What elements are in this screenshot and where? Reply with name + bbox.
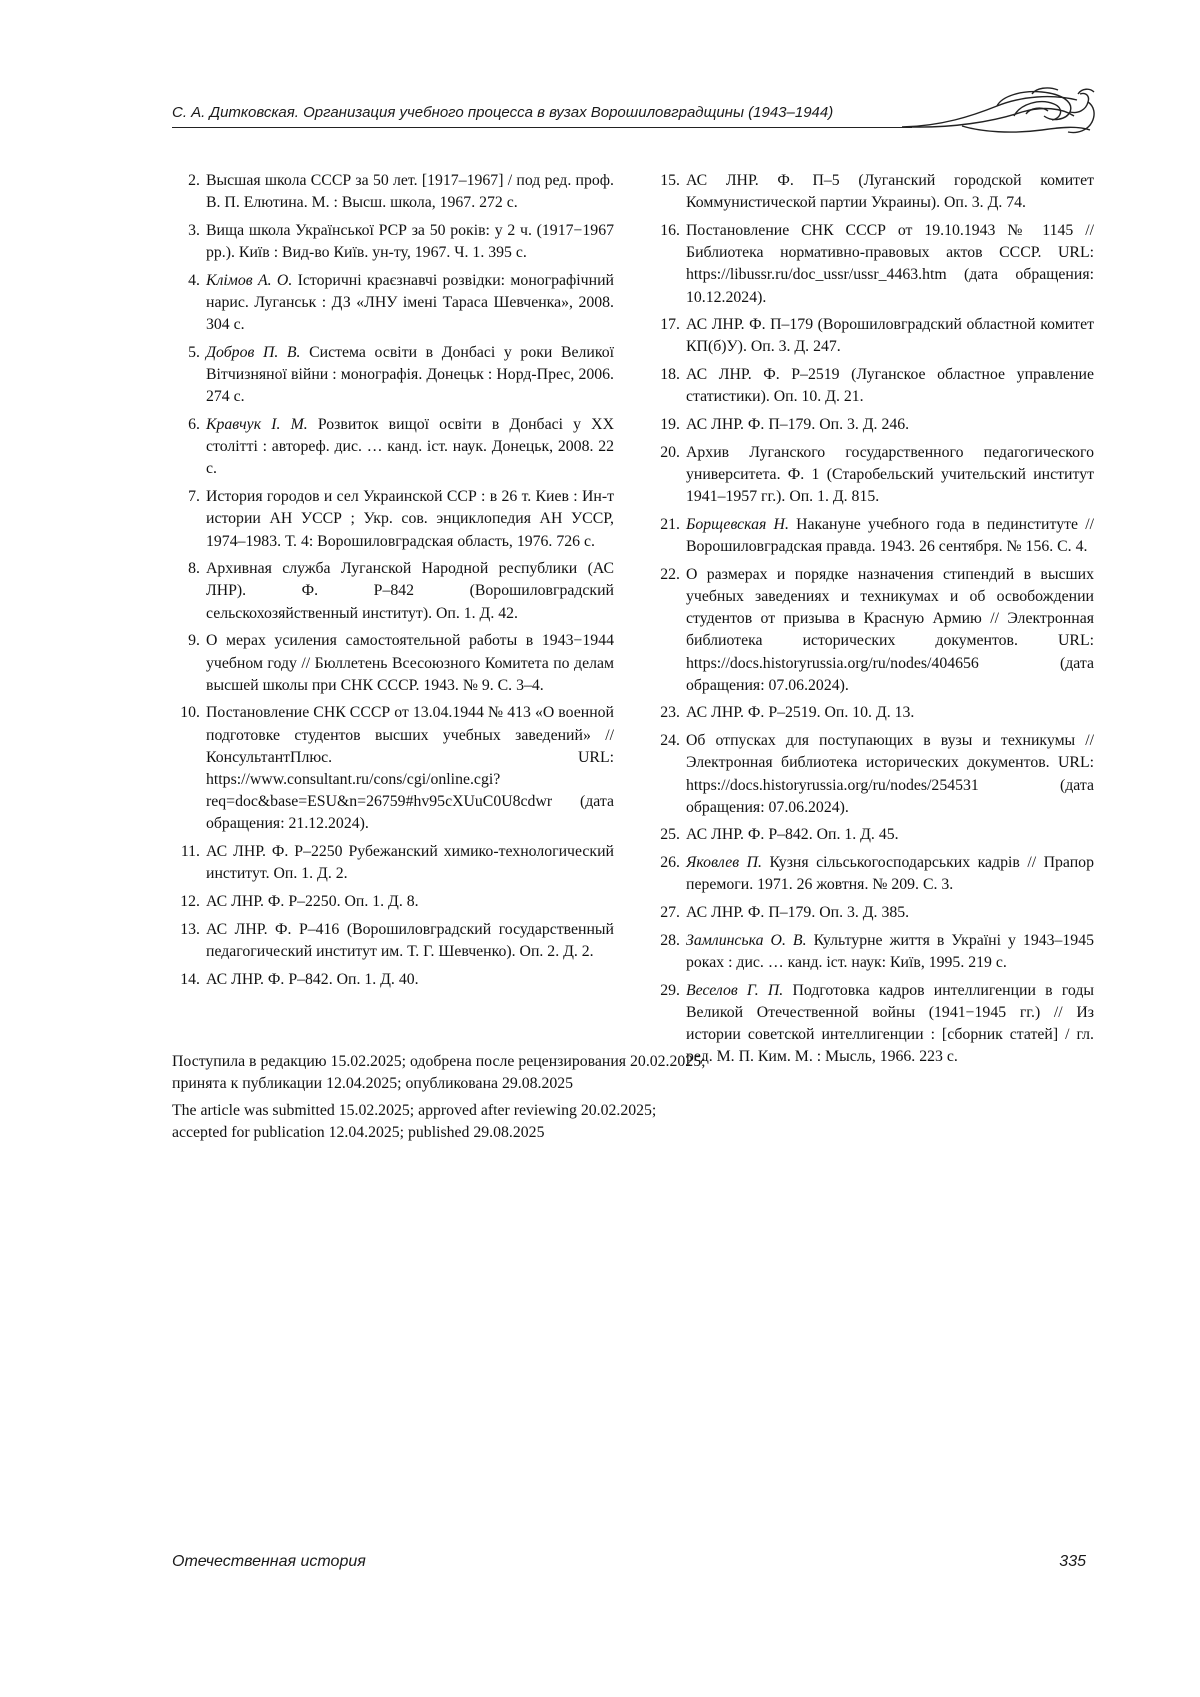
reference-item — [652, 730, 1094, 819]
reference-item — [172, 486, 614, 553]
reference-number: 5. — [188, 343, 200, 361]
reference-author: Веселов Г. П. — [686, 981, 784, 999]
reference-number: 3. — [188, 221, 200, 239]
reference-item — [172, 919, 614, 963]
reference-item — [652, 314, 1094, 358]
reference-text: АС ЛНР. Ф. Р–416 (Ворошиловградский государственный педагогический институт им. Т. Г. Шевченко). Оп. 2. Д. 2. — [206, 920, 614, 960]
reference-text: АС ЛНР. Ф. П–179 (Ворошиловградский областной комитет КП(б)У). Оп. 3. Д. 247. — [686, 316, 1094, 356]
reference-item — [172, 414, 614, 481]
reference-text: АС ЛНР. Ф. П–5 (Луганский городской комитет Коммунистической партии Украины). Оп. 3. Д. 74. — [686, 172, 1094, 212]
reference-text: Розвиток вищої освіти в Донбасі у ХХ столітті : автореф. дис. … канд. іст. наук. Донецьк, 2008. 22 с. — [206, 416, 614, 478]
reference-number: 27. — [660, 904, 680, 922]
reference-number: 29. — [660, 981, 680, 999]
reference-author: Яковлев П. — [686, 854, 762, 872]
page-number: 335 — [1059, 1553, 1086, 1570]
reference-number: 20. — [660, 443, 680, 461]
reference-text: Кузня сільськогосподарських кадрів // Прапор перемоги. 1971. 26 жовтня. № 209. С. 3. — [686, 854, 1094, 894]
reference-item — [172, 969, 614, 991]
reference-number: 2. — [188, 172, 200, 189]
reference-text: Высшая школа СССР за 50 лет. [1917–1967] / под ред. проф. В. П. Елютина. М. : Высш. школа, 1967. 272 с. — [206, 172, 614, 212]
reference-number: 16. — [660, 221, 680, 239]
reference-text: Об отпусках для поступающих в вузы и техникумы // Электронная библиотека исторических документов. URL: https://docs.historyrussia.org/ru/nodes/254531 (дата обращения: 07.06.2024). — [686, 732, 1094, 816]
reference-text: АС ЛНР. Ф. Р–2519 (Луганское областное управление статистики). Оп. 10. Д. 21. — [686, 366, 1094, 406]
submission-ru-line2: принята к публикации 12.04.2025; опубликована 29.08.2025 — [172, 1075, 574, 1092]
reference-item — [172, 170, 614, 214]
reference-number: 24. — [660, 732, 680, 750]
reference-item — [172, 891, 614, 913]
reference-text: Система освіти в Донбасі у роки Великої Вітчизняної війни : монографія. Донецьк : Норд-Прес, 2006. 274 с. — [206, 343, 614, 406]
reference-text: Історичні краєзнавчі розвідки: монографічний нарис. Луганськ : ДЗ «ЛНУ імені Тараса Шевченка», 2008. 304 с. — [206, 271, 614, 334]
reference-author: Добров П. В. — [206, 343, 301, 361]
reference-author: Клімов А. О. — [206, 271, 293, 289]
page-footer — [172, 1553, 1086, 1577]
running-header — [172, 100, 1092, 140]
reference-text: О мерах усиления самостоятельной работы в 1943−1944 учебном году // Бюллетень Всесоюзного Комитета по делам высшей школы при СНК СССР. 1943. № 9. С. 3–4. — [206, 632, 614, 694]
reference-text: АС ЛНР. Ф. Р–842. Оп. 1. Д. 45. — [686, 826, 899, 844]
reference-item — [652, 702, 1094, 724]
reference-text: Подготовка кадров интеллигенции в годы Великой Отечественной войны (1941−1945 гг.) // Из истории советской интеллигенции : [сборник статей] / гл. ред. М. П. Ким. М. : Мысль, 1966. 223 с. — [686, 981, 1094, 1066]
reference-number: 4. — [188, 271, 200, 289]
reference-text: Вища школа Української РСР за 50 років: у 2 ч. (1917−1967 рр.). Київ : Вид-во Київ. ун-ту, 1967. Ч. 1. 395 с. — [206, 221, 614, 262]
reference-number: 7. — [188, 488, 200, 506]
reference-item — [652, 852, 1094, 896]
reference-number: 14. — [180, 970, 200, 988]
reference-number: 10. — [180, 704, 200, 722]
reference-number: 15. — [660, 172, 680, 189]
reference-text: Архивная служба Луганской Народной республики (АС ЛНР). Ф. Р–842 (Ворошиловградский сельскохозяйственный институт). Оп. 1. Д. 42. — [206, 560, 614, 622]
submission-ru-line1: Поступила в редакцию 15.02.2025; одобрена после рецензирования 20.02.2025; — [172, 1053, 706, 1070]
reference-number: 13. — [180, 920, 200, 938]
reference-number: 23. — [660, 704, 680, 722]
reference-item — [652, 930, 1094, 974]
reference-item — [172, 558, 614, 625]
running-title: С. А. Дитковская. Организация учебного процесса в вузах Ворошиловградщины (1943–1944) — [172, 104, 834, 121]
reference-text: Постановление СНК СССР от 19.10.1943 № 1145 // Библиотека нормативно-правовых актов СССР. URL: https://libussr.ru/doc_ussr/ussr_4463.htm (дата обращения: 10.12.2024). — [686, 221, 1094, 306]
reference-text: АС ЛНР. Ф. Р–2519. Оп. 10. Д. 13. — [686, 704, 915, 722]
reference-number: 18. — [660, 366, 680, 384]
reference-number: 9. — [188, 632, 200, 650]
reference-item — [652, 564, 1094, 697]
reference-author: Замлинська О. В. — [686, 931, 807, 949]
reference-item — [172, 841, 614, 885]
submission-en-line1: The article was submitted 15.02.2025; approved after reviewing 20.02.2025; — [172, 1102, 657, 1119]
reference-item — [652, 824, 1094, 846]
reference-number: 12. — [180, 893, 200, 911]
reference-text: История городов и сел Украинской ССР : в 26 т. Киев : Ин-т истории АН УССР ; Укр. сов. энциклопедия АН УССР, 1974–1983. Т. 4: Ворошиловградская область, 1976. 726 с. — [206, 488, 614, 550]
reference-text: АС ЛНР. Ф. Р–2250 Рубежанский химико-технологический институт. Оп. 1. Д. 2. — [206, 843, 614, 883]
reference-text: О размерах и порядке назначения стипендий в высших учебных заведениях и техникумах и об освобождении студентов от призыва в Красную Армию // Электронная библиотека исторических документов. URL: https://docs.historyrussia.org/ru/nodes/404656 (дата обращения: 07.06.2024). — [686, 565, 1094, 694]
art-nouveau-flourish-icon — [902, 86, 1097, 142]
reference-number: 25. — [660, 826, 680, 844]
reference-text: АС ЛНР. Ф. П–179. Оп. 3. Д. 385. — [686, 904, 910, 922]
journal-title: Отечественная история — [172, 1553, 366, 1570]
references-right-column — [652, 170, 1094, 1074]
submission-en-line2: accepted for publication 12.04.2025; published 29.08.2025 — [172, 1124, 545, 1141]
reference-item — [652, 170, 1094, 214]
reference-item — [652, 442, 1094, 509]
reference-item — [172, 702, 614, 835]
reference-number: 11. — [180, 843, 200, 861]
reference-text: АС ЛНР. Ф. Р–842. Оп. 1. Д. 40. — [206, 970, 419, 988]
reference-number: 26. — [660, 854, 680, 872]
reference-text: АС ЛНР. Ф. П–179. Оп. 3. Д. 246. — [686, 416, 910, 434]
reference-item — [652, 514, 1094, 558]
reference-number: 19. — [660, 416, 680, 434]
submission-ru — [172, 1051, 972, 1095]
reference-text: Культурне життя в Україні у 1943–1945 роках : дис. … канд. іст. наук: Київ, 1995. 219 с. — [686, 931, 1095, 971]
submission-en — [172, 1100, 972, 1144]
references-left-column — [172, 170, 614, 996]
submission-dates — [172, 1051, 972, 1149]
reference-item — [172, 220, 614, 264]
reference-number: 6. — [188, 416, 200, 434]
reference-number: 8. — [188, 560, 200, 578]
reference-text: Архив Луганского государственного педагогического университета. Ф. 1 (Старобельский учительский институт 1941–1957 гг.). Оп. 1. Д. 815. — [686, 443, 1094, 506]
reference-item — [172, 630, 614, 697]
reference-text: АС ЛНР. Ф. Р–2250. Оп. 1. Д. 8. — [206, 893, 419, 911]
reference-number: 22. — [660, 565, 680, 583]
reference-number: 17. — [660, 316, 680, 334]
reference-number: 28. — [660, 931, 680, 949]
reference-text: Накануне учебного года в пединституте // Ворошиловградская правда. 1943. 26 сентября. № 156. С. 4. — [686, 515, 1094, 556]
reference-author: Кравчук І. М. — [206, 416, 308, 434]
header-rule — [172, 127, 912, 128]
reference-item — [172, 270, 614, 337]
reference-item — [652, 364, 1094, 408]
reference-item — [652, 414, 1094, 436]
reference-text: Постановление СНК СССР от 13.04.1944 № 413 «О военной подготовке студентов высших учебных заведений» // КонсультантПлюс. URL: https://www.consultant.ru/cons/cgi/online.cgi?req=doc&base=ESU&n=26759#hv95cXUuC0U8cdwr (дата обращения: 21.12.2024). — [206, 704, 614, 833]
reference-author: Борщевская Н. — [686, 515, 789, 533]
reference-item — [652, 220, 1094, 309]
reference-item — [652, 902, 1094, 924]
reference-item — [172, 342, 614, 409]
reference-number: 21. — [660, 515, 680, 533]
